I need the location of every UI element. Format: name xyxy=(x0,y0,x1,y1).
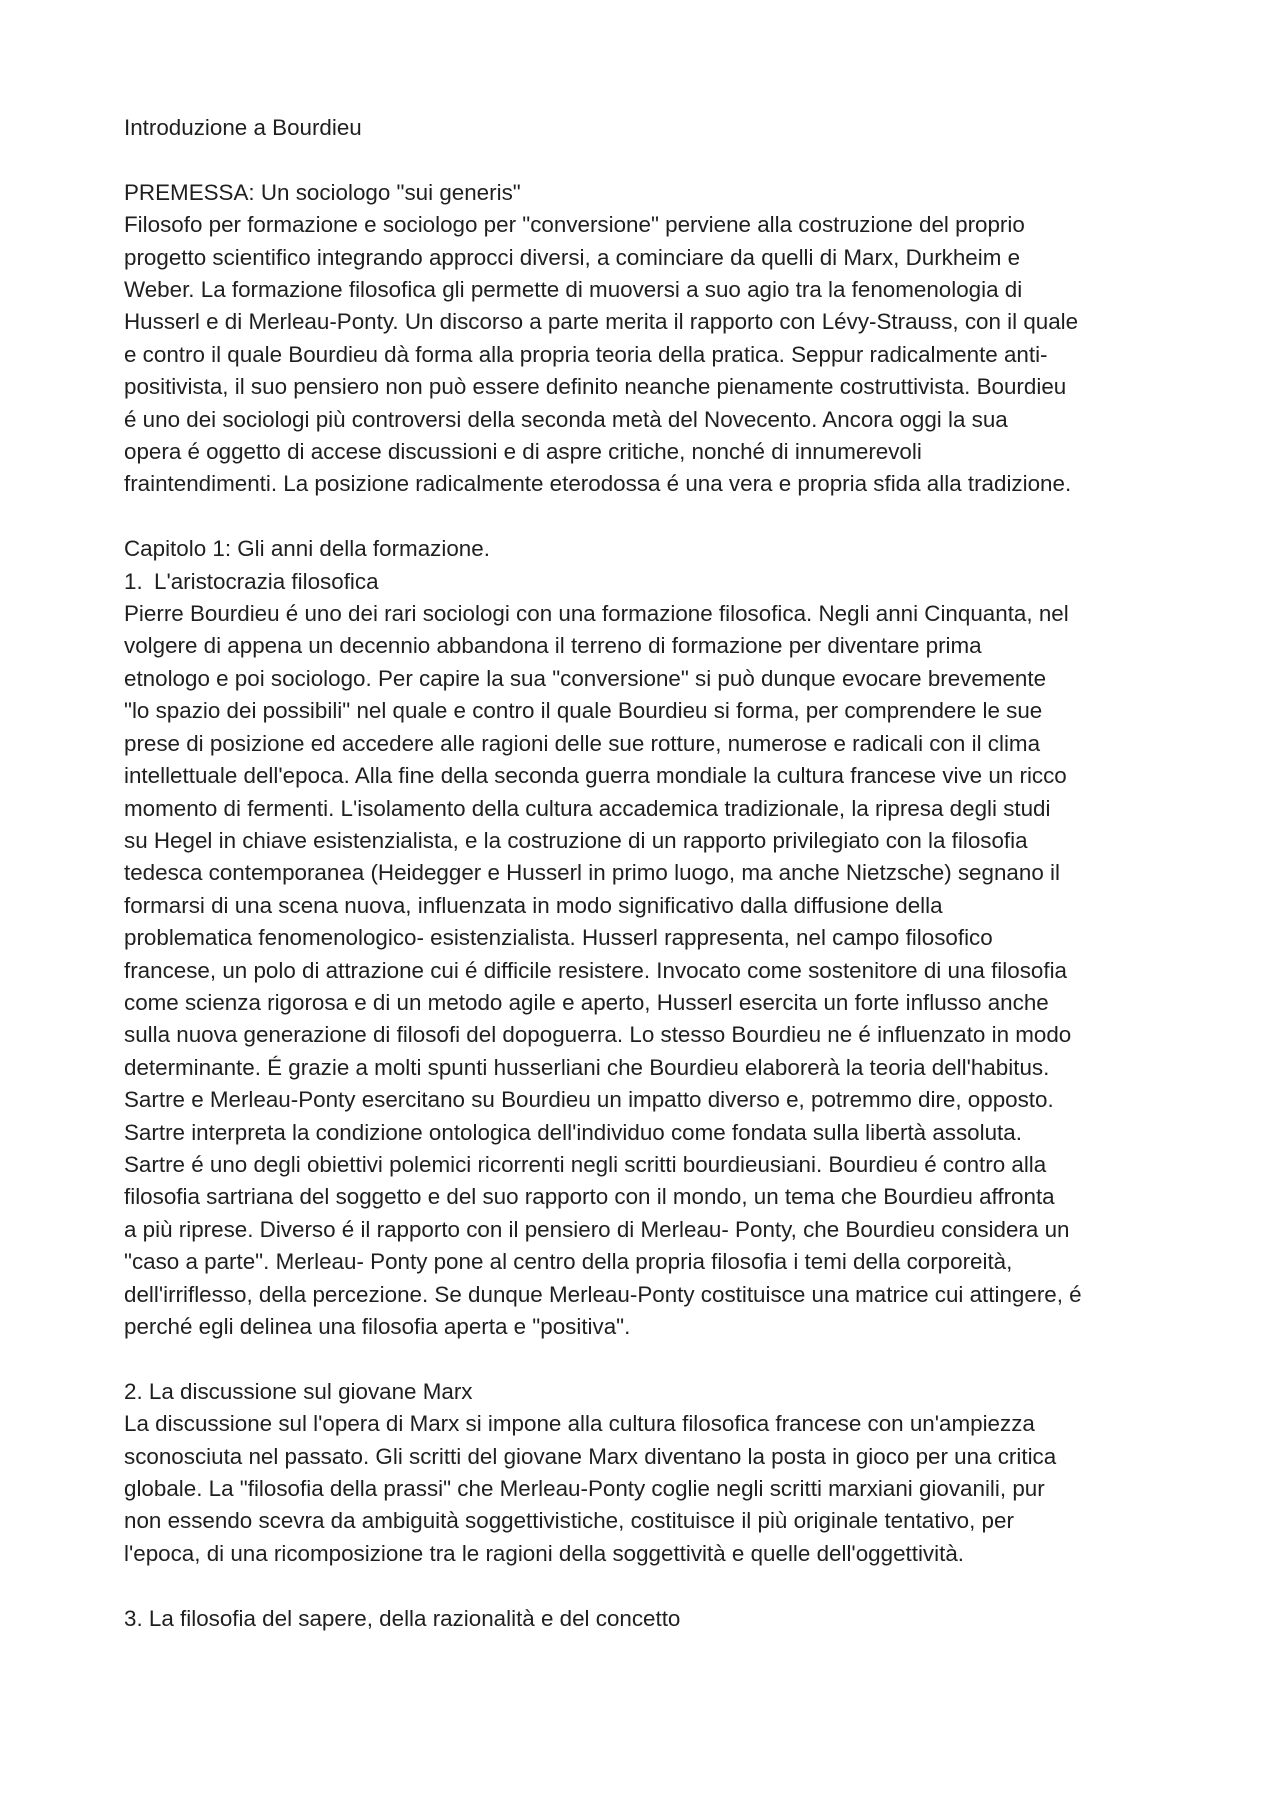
spacer xyxy=(124,1343,1174,1375)
paragraph-line: globale. La "filosofia della prassi" che Merleau-Ponty coglie negli scritti marxiani giovanili, pur xyxy=(124,1476,1045,1502)
paragraph-line: a più riprese. Diverso é il rapporto con il pensiero di Merleau- Ponty, che Bourdieu considera un xyxy=(124,1216,1070,1242)
paragraph-line: Sartre interpreta la condizione ontologica dell'individuo come fondata sulla libertà assoluta. xyxy=(124,1119,1022,1145)
spacer xyxy=(124,144,1174,176)
paragraph-line: francese, un polo di attrazione cui é difficile resistere. Invocato come sostenitore di una filosofia xyxy=(124,957,1067,983)
paragraph-line: etnologo e poi sociologo. Per capire la sua "conversione" si può dunque evocare brevemente xyxy=(124,665,1047,691)
paragraph-line: é uno dei sociologi più controversi della seconda metà del Novecento. Ancora oggi la sua xyxy=(124,406,1008,432)
paragraph-line: l'epoca, di una ricomposizione tra le ragioni della soggettività e quelle dell'oggettività. xyxy=(124,1540,964,1566)
paragraph-line: come scienza rigorosa e di un metodo agile e aperto, Husserl esercita un forte influsso anche xyxy=(124,989,1049,1015)
paragraph-line: formarsi di una scena nuova, influenzata in modo significativo dalla diffusione della xyxy=(124,892,943,918)
chapter-1-section xyxy=(124,533,1174,1343)
premessa-section xyxy=(124,177,1174,501)
paragraph-line: momento di fermenti. L'isolamento della cultura accademica tradizionale, la ripresa degli studi xyxy=(124,795,1051,821)
spacer xyxy=(124,1570,1174,1602)
paragraph-line: progetto scientifico integrando approcci diversi, a cominciare da quelli di Marx, Durkheim e xyxy=(124,244,1021,270)
paragraph-line: fraintendimenti. La posizione radicalmente eterodossa é una vera e propria sfida alla tradizione. xyxy=(124,471,1072,497)
paragraph-line: filosofia sartriana del soggetto e del suo rapporto con il mondo, un tema che Bourdieu affronta xyxy=(124,1184,1055,1210)
paragraph-line: Filosofo per formazione e sociologo per "conversione" perviene alla costruzione del proprio xyxy=(124,212,1025,238)
paragraph-line: Pierre Bourdieu é uno dei rari sociologi con una formazione filosofica. Negli anni Cinquanta, nel xyxy=(124,601,1069,627)
paragraph-line: sulla nuova generazione di filosofi del dopoguerra. Lo stesso Bourdieu ne é influenzato in modo xyxy=(124,1022,1072,1048)
paragraph-line: su Hegel in chiave esistenzialista, e la costruzione di un rapporto privilegiato con la filosofia xyxy=(124,827,1028,853)
section-2-heading: 2. La discussione sul giovane Marx xyxy=(124,1378,473,1404)
chapter-heading: Capitolo 1: Gli anni della formazione. xyxy=(124,536,490,562)
paragraph-line: e contro il quale Bourdieu dà forma alla propria teoria della pratica. Seppur radicalmente anti- xyxy=(124,341,1048,367)
paragraph-line: "lo spazio dei possibili" nel quale e contro il quale Bourdieu si forma, per comprendere le sue xyxy=(124,698,1043,724)
paragraph-line: dell'irriflesso, della percezione. Se dunque Merleau-Ponty costituisce una matrice cui attingere, é xyxy=(124,1281,1082,1307)
section-3-heading: 3. La filosofia del sapere, della razionalità e del concetto xyxy=(124,1605,681,1631)
paragraph-line: intellettuale dell'epoca. Alla fine della seconda guerra mondiale la cultura francese vive un ricco xyxy=(124,763,1067,789)
spacer xyxy=(124,501,1174,533)
section-3 xyxy=(124,1603,1174,1635)
section-1-heading xyxy=(124,566,1174,598)
paragraph-line: problematica fenomenologico- esistenzialista. Husserl rappresenta, nel campo filosofico xyxy=(124,925,993,951)
paragraph-line: "caso a parte". Merleau- Ponty pone al centro della propria filosofia i temi della corporeità, xyxy=(124,1249,1013,1275)
paragraph-line: sconosciuta nel passato. Gli scritti del giovane Marx diventano la posta in gioco per una critica xyxy=(124,1443,1057,1469)
paragraph-line: Husserl e di Merleau-Ponty. Un discorso a parte merita il rapporto con Lévy-Strauss, con il quale xyxy=(124,309,1079,335)
list-number: 1. xyxy=(124,568,143,594)
premessa-heading: PREMESSA: Un sociologo "sui generis" xyxy=(124,179,521,205)
paragraph-line: Sartre é uno degli obiettivi polemici ricorrenti negli scritti bourdieusiani. Bourdieu é contro alla xyxy=(124,1151,1047,1177)
paragraph-line: determinante. É grazie a molti spunti husserliani che Bourdieu elaborerà la teoria dell'habitus. xyxy=(124,1054,1050,1080)
document-title: Introduzione a Bourdieu xyxy=(124,115,362,140)
paragraph-line: Sartre e Merleau-Ponty esercitano su Bourdieu un impatto diverso e, potremmo dire, opposto. xyxy=(124,1087,1054,1113)
section-2 xyxy=(124,1376,1174,1570)
paragraph-line: perché egli delinea una filosofia aperta e "positiva". xyxy=(124,1314,631,1339)
paragraph-line: prese di posizione ed accedere alle ragioni delle sue rotture, numerose e radicali con il clima xyxy=(124,730,1041,756)
paragraph-line: tedesca contemporanea (Heidegger e Husserl in primo luogo, ma anche Nietzsche) segnano il xyxy=(124,860,1060,886)
paragraph-line: non essendo scevra da ambiguità soggettivistiche, costituisce il più originale tentativo, per xyxy=(124,1508,1014,1534)
paragraph-line: volgere di appena un decennio abbandona il terreno di formazione per diventare prima xyxy=(124,633,982,659)
paragraph-line: opera é oggetto di accese discussioni e di aspre critiche, nonché di innumerevoli xyxy=(124,439,922,465)
document-page xyxy=(124,112,1174,1635)
paragraph-line: positivista, il suo pensiero non può essere definito neanche pienamente costruttivista. Bourdieu xyxy=(124,374,1067,400)
paragraph-line: La discussione sul l'opera di Marx si impone alla cultura filosofica francese con un'ampiezza xyxy=(124,1411,1035,1437)
section-1-title: L'aristocrazia filosofica xyxy=(154,568,379,594)
paragraph-line: Weber. La formazione filosofica gli permette di muoversi a suo agio tra la fenomenologia di xyxy=(124,277,1023,303)
